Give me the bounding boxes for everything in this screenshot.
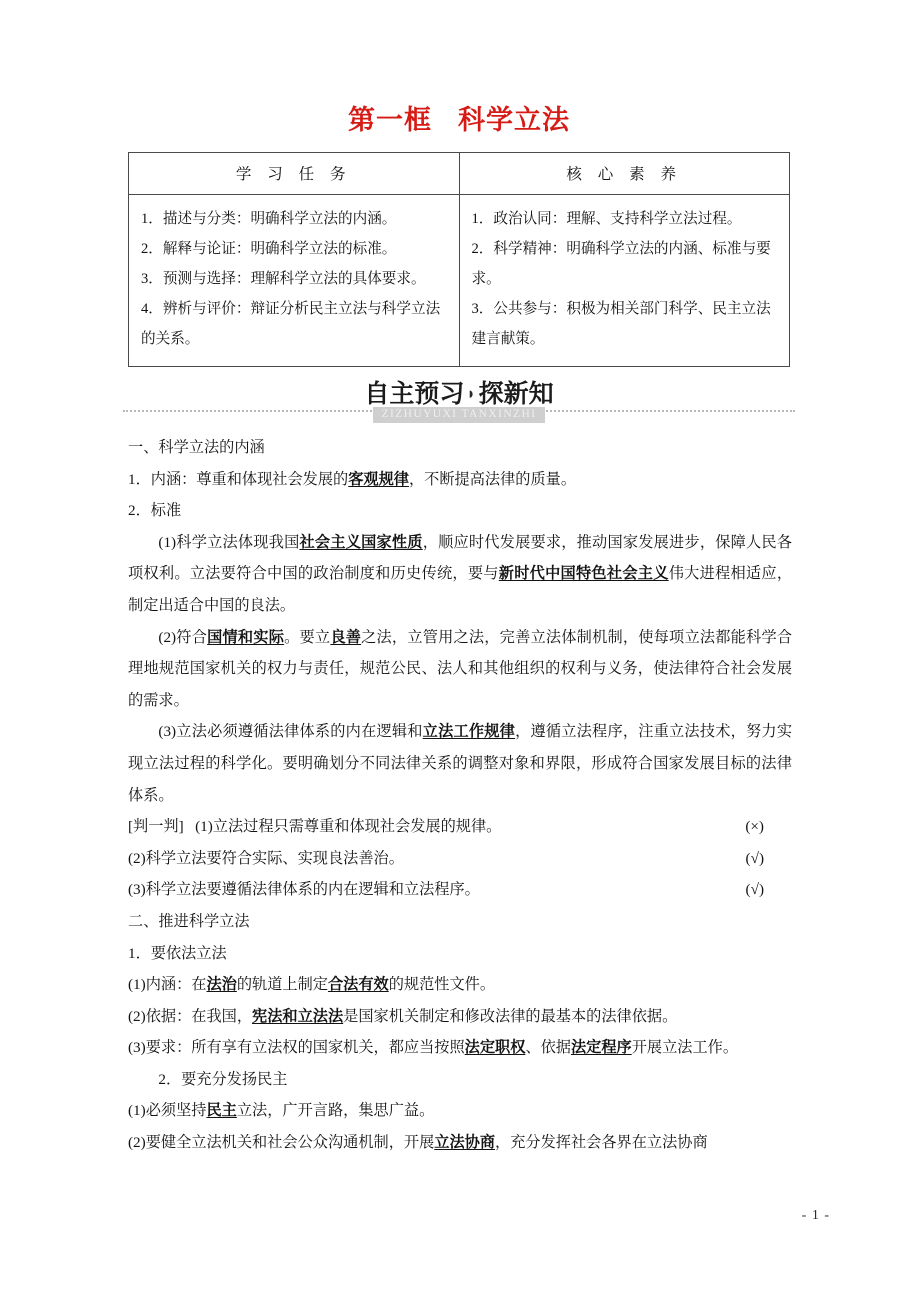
keyword-rule-of-law: 法治 xyxy=(206,976,237,994)
keyword-new-era-socialism: 新时代中国特色社会主义 xyxy=(498,565,669,583)
s2-item3-mid: 、依据 xyxy=(525,1039,571,1057)
section-heading-2: 二、推进科学立法 xyxy=(128,912,250,930)
section-2-subheading-2: 2．要充分发扬民主 xyxy=(158,1070,288,1088)
section-1-item-1 xyxy=(128,464,792,496)
table-header-row xyxy=(129,153,790,195)
section-1-item-2: 2．标准 xyxy=(128,502,182,520)
table-header-learning-tasks: 学 习 任 务 xyxy=(129,153,460,195)
s2-item4-lead: (1)必须坚持 xyxy=(128,1102,207,1120)
para-2-mid: 。要立 xyxy=(284,628,331,646)
list-item: 2．科学精神：明确科学立法的内涵、标准与要求。 xyxy=(471,241,771,287)
keyword-statutory-authority: 法定职权 xyxy=(464,1039,526,1057)
section-2-subheading-1: 1．要依法立法 xyxy=(128,944,227,962)
true-false-row xyxy=(128,874,792,906)
section-heading-1: 一、科学立法的内涵 xyxy=(128,439,265,456)
page-content xyxy=(128,432,792,1159)
section-1-item-1-tail: ，不断提高法律的质量。 xyxy=(408,470,577,488)
true-false-mark-1: (×) xyxy=(745,818,764,836)
para-2-lead: (2)符合 xyxy=(158,628,208,646)
para-2-tail: 之法，立管用之法，完善立法体制机制，使每项立法都能科学合理地规范国家机关的权力与责任，规范公民、法人和其他组织的权利与义务，使法律符合社会发展的需求。 xyxy=(128,628,793,709)
list-item: 3．公共参与：积极为相关部门科学、民主立法建言献策。 xyxy=(471,301,771,347)
table-header-core-literacy: 核 心 素 养 xyxy=(459,153,790,195)
true-false-item-1-text: (1)立法过程只需尊重和体现社会发展的规律。 xyxy=(195,818,502,836)
core-literacy-list xyxy=(460,195,790,366)
s2-item1-lead: (1)内涵：在 xyxy=(128,976,207,994)
s2-item2-tail: 是国家机关制定和修改法律的最基本的法律依据。 xyxy=(343,1007,678,1025)
page-title-text: 科学立法 xyxy=(458,105,570,135)
true-false-item-1 xyxy=(128,811,501,843)
banner-title xyxy=(364,380,553,408)
section-2-item-3 xyxy=(128,1032,792,1064)
learning-tasks-cell xyxy=(129,195,460,367)
s2-item3-lead: (3)要求：所有享有立法权的国家机关，都应当按照 xyxy=(128,1039,465,1057)
s2-item3-tail: 开展立法工作。 xyxy=(631,1039,739,1057)
list-item: 3．预测与选择：理解科学立法的具体要求。 xyxy=(141,271,426,287)
s2-item1-mid: 的轨道上制定 xyxy=(236,976,328,994)
banner-title-part-1: 自主预习 xyxy=(364,380,465,408)
section-1-item-1-label: 1．内涵：尊重和体现社会发展的 xyxy=(128,470,349,488)
s2-item5-lead: (2)要健全立法机关和社会公众沟通机制，开展 xyxy=(128,1134,435,1152)
keyword-legislative-work-law: 立法工作规律 xyxy=(422,723,516,741)
list-item: 1．政治认同：理解、支持科学立法过程。 xyxy=(471,211,742,227)
list-item: 1．描述与分类：明确科学立法的内涵。 xyxy=(141,211,397,227)
true-false-row xyxy=(128,843,792,875)
s2-item1-tail: 的规范性文件。 xyxy=(388,976,496,994)
para-1-tail: 伟大进程相适应，制定出适合中国的良法。 xyxy=(128,565,793,614)
s2-item4-tail: 立法，广开言路，集思广益。 xyxy=(236,1102,435,1120)
para-3-lead: (3)立法必须遵循法律体系的内在逻辑和 xyxy=(158,723,423,741)
true-false-mark-2: (√) xyxy=(745,849,764,867)
section-2-item-1 xyxy=(128,969,792,1001)
keyword-socialist-state-nature: 社会主义国家性质 xyxy=(299,533,423,551)
section-banner xyxy=(120,380,798,424)
keyword-lawful-and-effective: 合法有效 xyxy=(327,976,389,994)
section-2-item-4 xyxy=(128,1095,792,1127)
section-1-paragraph-2 xyxy=(128,622,792,717)
keyword-legislative-consultation: 立法协商 xyxy=(434,1134,496,1152)
page-title xyxy=(128,98,790,137)
list-item: 2．解释与论证：明确科学立法的标准。 xyxy=(141,241,397,257)
para-1-mid: ，顺应时代发展要求，推动国家发展进步，保障人民各项权利。立法要符合中国的政治制度和历史传统，要与 xyxy=(128,533,793,583)
table-body-row xyxy=(129,195,790,367)
true-false-item-2-text: (2)科学立法要符合实际、实现良法善治。 xyxy=(128,849,404,867)
keyword-national-conditions: 国情和实际 xyxy=(207,628,285,646)
core-literacy-cell xyxy=(459,195,790,367)
true-false-prefix: [判一判] xyxy=(128,818,184,836)
list-item: 4．辨析与评价：辩证分析民主立法与科学立法的关系。 xyxy=(141,301,441,347)
banner-separator-icon: ◗ xyxy=(467,384,476,403)
objectives-table xyxy=(128,152,790,367)
keyword-objective-law: 客观规律 xyxy=(348,470,409,488)
section-1-paragraph-1 xyxy=(128,527,792,622)
banner-pinyin: ZIZHUYUXI TANXINZHI xyxy=(373,407,546,423)
para-3-tail: ，遵循立法程序，注重立法技术，努力实现立法过程的科学化。要明确划分不同法律关系的调整对象和界限，形成符合国家发展目标的法律体系。 xyxy=(128,723,793,804)
page-title-number: 第一框 xyxy=(348,105,432,135)
keyword-good-law: 良善 xyxy=(330,628,362,646)
true-false-mark-3: (√) xyxy=(745,881,764,899)
section-2-item-2 xyxy=(128,1001,792,1033)
page-number: - 1 - xyxy=(801,1208,830,1223)
keyword-democratic: 民主 xyxy=(206,1102,237,1120)
true-false-row xyxy=(128,811,792,843)
learning-tasks-list xyxy=(129,195,459,366)
banner-title-part-2: 探新知 xyxy=(478,380,554,408)
keyword-constitution-legislation-law: 宪法和立法法 xyxy=(252,1007,344,1025)
para-1-lead: (1)科学立法体现我国 xyxy=(158,533,300,551)
s2-item5-tail: ，充分发挥社会各界在立法协商 xyxy=(495,1134,708,1152)
banner-title-wrap xyxy=(120,380,798,408)
true-false-item-3-text: (3)科学立法要遵循法律体系的内在逻辑和立法程序。 xyxy=(128,881,480,899)
section-2-item-5 xyxy=(128,1127,792,1159)
s2-item2-lead: (2)依据：在我国， xyxy=(128,1007,253,1025)
keyword-statutory-procedure: 法定程序 xyxy=(570,1039,632,1057)
section-1-paragraph-3 xyxy=(128,716,792,811)
